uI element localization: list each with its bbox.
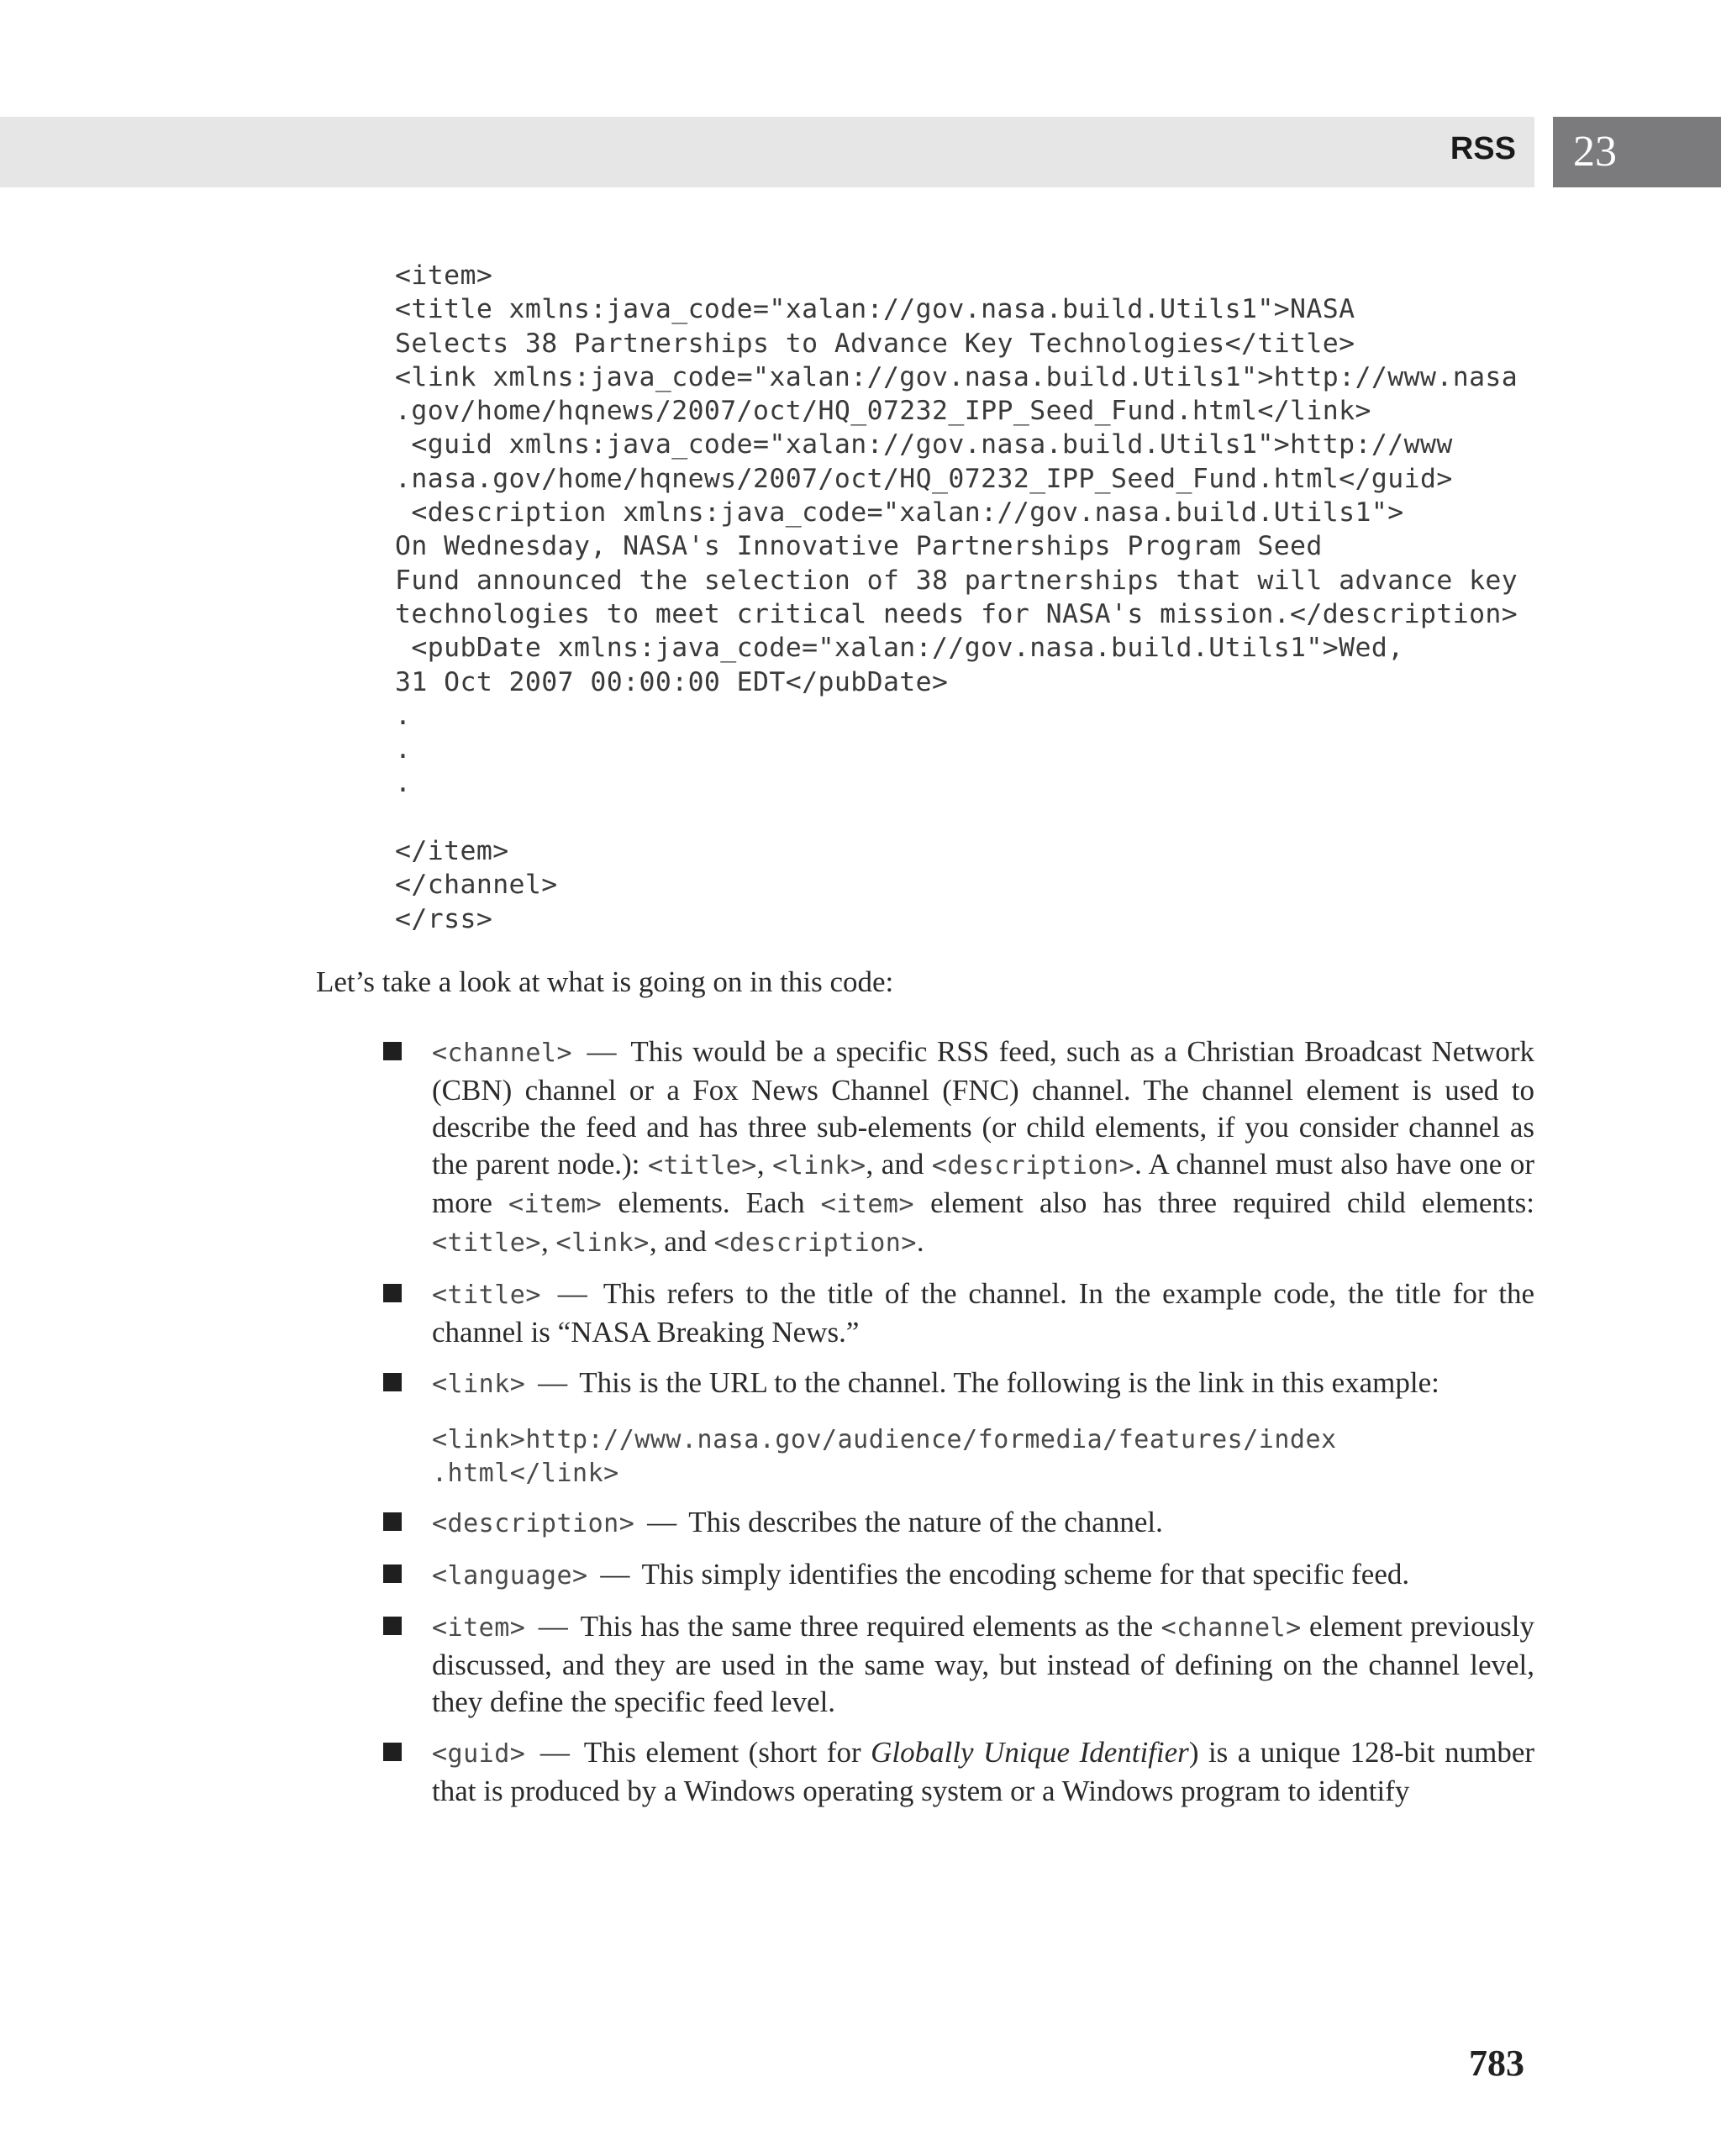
inline-code: <link> bbox=[555, 1228, 650, 1258]
item-text: , and bbox=[649, 1225, 714, 1258]
link-code-sample: <link>http://www.nasa.gov/audience/formedia/features/index .html</link> bbox=[432, 1425, 1337, 1488]
tag-name: <channel> bbox=[432, 1039, 573, 1068]
list-item-item bbox=[383, 1608, 1534, 1721]
em-dash: — bbox=[587, 1035, 617, 1068]
inline-code: <description> bbox=[713, 1228, 917, 1258]
em-dash: — bbox=[600, 1558, 630, 1591]
item-text: ) is a unique 128-bit number that is produced by a Windows operating system or a Windows program to identify bbox=[432, 1736, 1535, 1807]
element-list bbox=[383, 1033, 1534, 1823]
running-header-band bbox=[0, 117, 1534, 187]
item-text: This is the URL to the channel. The following is the link in this example: bbox=[579, 1366, 1439, 1399]
list-item-description bbox=[383, 1504, 1534, 1543]
inline-code: <title> bbox=[432, 1228, 541, 1258]
code-listing: <item> <title xmlns:java_code="xalan://gov.nasa.build.Utils1">NASA Selects 38 Partnerships to Advance Key Technologies</title> <link xmlns:java_code="xalan://gov.nasa.build.Utils1">http://www.nasa .gov/home/hqnews/2007/oct/HQ_07232_IPP_Seed_Fund.html</link> <guid xmlns:java_code="xalan://gov.nasa.build.Utils1">http://www .nasa.gov/home/hqnews/2007/oct/HQ_07232_IPP_Seed_Fund.html</guid> <description xmlns:java_code="xalan://gov.nasa.build.Utils1"> On Wednesday, NASA's Innovative Partnerships Program Seed Fund announced the selection of 38 partnerships that will advance key technologies to meet critical needs for NASA's mission.</description> <pubDate xmlns:java_code="xalan://gov.nasa.build.Utils1">Wed, 31 Oct 2007 00:00:00 EDT</pubDate> . . . </item> </channel> </rss> bbox=[395, 260, 1518, 934]
item-text: This describes the nature of the channel. bbox=[688, 1506, 1163, 1538]
list-item-guid bbox=[383, 1734, 1534, 1810]
bullet-square-icon bbox=[383, 1512, 402, 1531]
item-text: This simply identifies the encoding scheme for that specific feed. bbox=[641, 1558, 1410, 1591]
bullet-square-icon bbox=[383, 1373, 402, 1391]
emphasis-text: Globally Unique Identifier bbox=[871, 1736, 1189, 1769]
item-text: , bbox=[540, 1225, 556, 1258]
bullet-square-icon bbox=[383, 1564, 402, 1583]
inline-code: <channel> bbox=[1160, 1613, 1302, 1643]
item-text: elements. Each bbox=[602, 1186, 821, 1219]
item-text: This has the same three required elements as the bbox=[580, 1610, 1161, 1643]
running-header-title: RSS bbox=[1450, 131, 1516, 166]
item-text: element previously discussed, and they are used in the same way, but instead of defining on the channel level, they define the specific feed level. bbox=[432, 1610, 1534, 1718]
inline-code: <description> bbox=[931, 1151, 1135, 1181]
em-dash: — bbox=[647, 1506, 677, 1538]
item-text: , and bbox=[866, 1148, 932, 1181]
tag-name: <guid> bbox=[432, 1739, 526, 1769]
tag-name: <item> bbox=[432, 1613, 526, 1643]
item-text: This would be a specific RSS feed, such as a Christian Broadcast Network (CBN) channel or a Fox News Channel (FNC) channel. The channel element is used to describe the feed and has three sub-elements (or child elements, if you consider channel as the parent node.): bbox=[432, 1035, 1535, 1181]
item-text: element also has three required child elements: bbox=[914, 1186, 1534, 1219]
list-item-language bbox=[383, 1556, 1534, 1595]
bullet-square-icon bbox=[383, 1042, 402, 1060]
inline-code: <item> bbox=[820, 1190, 915, 1219]
list-item-channel bbox=[383, 1033, 1534, 1262]
em-dash: — bbox=[538, 1366, 568, 1399]
bullet-square-icon bbox=[383, 1284, 402, 1302]
list-item-title bbox=[383, 1275, 1534, 1351]
list-item-link bbox=[383, 1365, 1534, 1491]
bullet-square-icon bbox=[383, 1743, 402, 1761]
tag-name: <link> bbox=[432, 1370, 526, 1399]
page-number: 783 bbox=[1469, 2043, 1524, 2084]
inline-code: <link> bbox=[772, 1151, 866, 1181]
inline-code: <item> bbox=[508, 1190, 603, 1219]
item-text: . A channel must also have one or more bbox=[432, 1148, 1535, 1219]
bullet-square-icon bbox=[383, 1617, 402, 1635]
item-text: . bbox=[916, 1225, 924, 1258]
chapter-tab bbox=[1553, 117, 1721, 187]
em-dash: — bbox=[539, 1736, 570, 1769]
inline-code: <title> bbox=[647, 1151, 757, 1181]
item-text: This element (short for bbox=[583, 1736, 871, 1769]
item-text: This refers to the title of the channel. In the example code, the title for the channel is “NASA Breaking News.” bbox=[432, 1277, 1534, 1349]
intro-paragraph: Let’s take a look at what is going on in this code: bbox=[316, 965, 894, 998]
em-dash: — bbox=[538, 1610, 568, 1643]
em-dash: — bbox=[557, 1277, 587, 1310]
item-text: , bbox=[756, 1148, 773, 1181]
chapter-number: 23 bbox=[1573, 128, 1617, 176]
tag-name: <title> bbox=[432, 1280, 541, 1310]
tag-name: <language> bbox=[432, 1561, 588, 1591]
tag-name: <description> bbox=[432, 1509, 635, 1538]
